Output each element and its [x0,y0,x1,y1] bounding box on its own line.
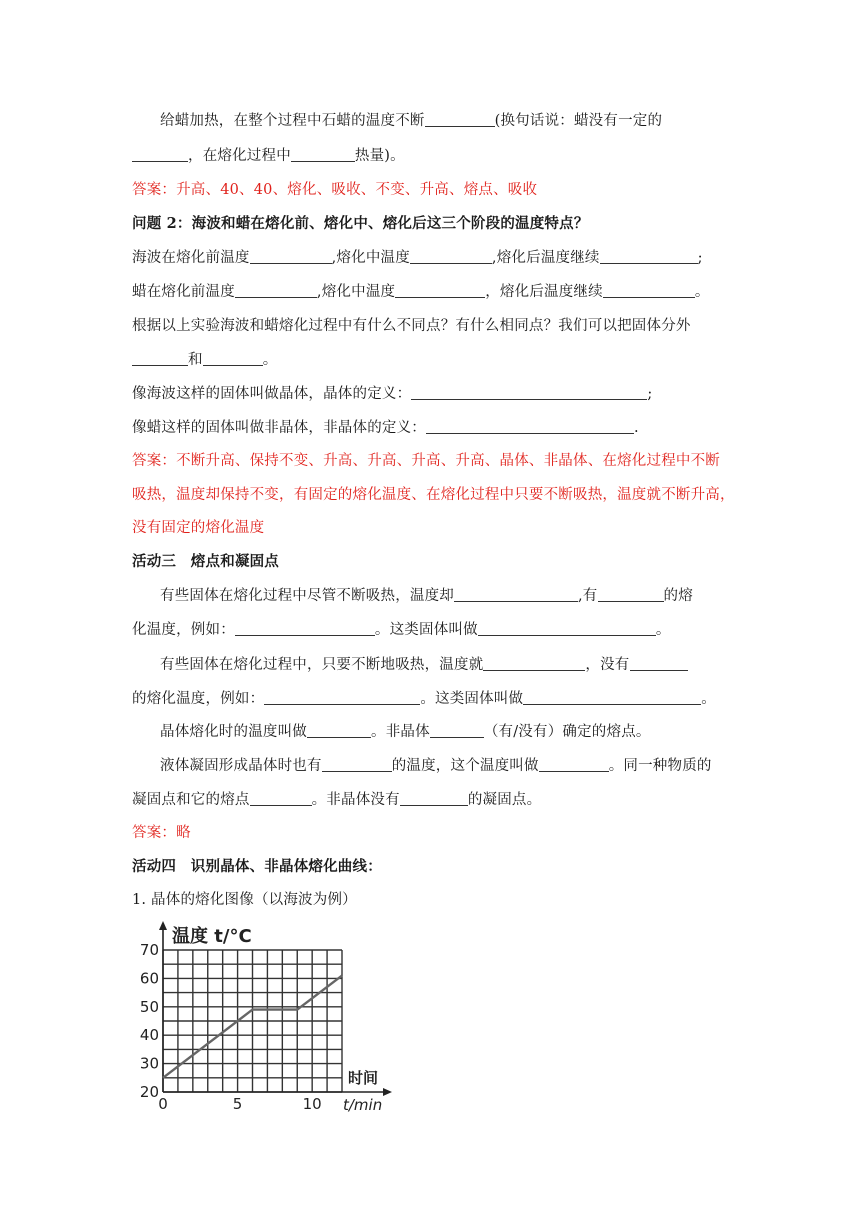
blank [523,690,701,705]
text: 晶体熔化时的温度叫做 [160,724,307,740]
blank [425,112,495,127]
text: 像海波这样的固体叫做晶体，晶体的定义： [132,386,412,402]
text: 液体凝固形成晶体时也有 [160,758,322,774]
y-tick-label: 60 [139,969,159,988]
blank [478,621,656,636]
y-tick-label: 40 [139,1026,159,1045]
line-hypo [132,248,732,268]
x-axis-label-bottom: t/min [343,1096,383,1113]
text: 。这类固体叫做 [374,622,478,638]
x-tick-label: 10 [302,1095,322,1113]
para-crystal-2 [132,620,732,640]
text: ; [697,250,703,266]
answer-2-line-1: 答案：不断升高、保持不变、升高、升高、升高、升高、晶体、非晶体、在熔化过程中不断 [132,453,720,469]
para-crystal-1 [160,586,760,606]
blank [250,249,332,264]
text: 蜡在熔化前温度 [132,284,235,300]
text: 凝固点和它的熔点 [132,792,250,808]
activity-4-heading: 活动四 识别晶体、非晶体熔化曲线： [132,858,382,875]
blank [600,249,698,264]
y-tick-label: 20 [139,1083,159,1101]
text: 给蜡加热，在整个过程中石蜡的温度不断 [160,113,425,129]
text: 热量)。 [354,148,405,164]
text: ; [647,386,653,402]
blank [400,791,468,806]
text: 化温度，例如： [132,622,235,638]
text: 。 [701,691,716,707]
x-axis-label-top: 时间 [348,1069,379,1087]
text: (换句话说：蜡没有一定的 [494,113,663,129]
item-1-caption: 1. 晶体的熔化图像（以海波为例） [132,892,357,908]
text: ，没有 [585,657,630,673]
blank [132,351,188,366]
text: 的温度，这个温度叫做 [391,758,539,774]
answer-3: 答案：略 [132,825,191,841]
activity-3-heading: 活动三 熔点和凝固点 [132,553,279,570]
blank [322,757,392,772]
text: 。非晶体没有 [311,792,400,808]
text: 有些固体在熔化过程中，只要不断地吸热，温度就 [160,657,484,673]
answer-1: 答案：升高、40、40、熔化、吸收、不变、升高、熔点、吸收 [132,182,538,198]
blank [395,283,485,298]
blank [598,587,664,602]
blank [132,147,188,162]
text: 。同一种物质的 [608,758,712,774]
question-2: 问题 2：海波和蜡在熔化前、熔化中、熔化后这三个阶段的温度特点？ [132,215,589,232]
text: 。 [262,352,278,368]
melting-curve-chart [130,918,412,1113]
answer-2-line-2: 吸热，温度却保持不变，有固定的熔化温度、在熔化过程中只要不断吸热，温度就不断升高， [132,487,735,503]
answer-2-line-3: 没有固定的熔化温度 [132,520,265,536]
paragraph-wax-cont [132,146,732,166]
line-compare: 根据以上实验海波和蜡熔化过程中有什么不同点？有什么相同点？我们可以把固体分外 [132,318,691,334]
x-tick-label: 5 [232,1095,243,1113]
x-tick-label: 0 [158,1095,168,1113]
chart-labels [172,925,382,1113]
blank [235,621,375,636]
paragraph-wax [160,111,760,131]
blank [430,723,484,738]
blank [203,351,263,366]
text: 有些固体在熔化过程中尽管不断吸热，温度却 [160,588,454,604]
text: 海波在熔化前温度 [132,250,250,266]
text: ，熔化后温度继续 [485,284,603,300]
blank [307,723,371,738]
line-crystal-def [132,384,732,404]
para-amorphous-1 [160,655,760,675]
text: 的凝固点。 [467,792,542,808]
blank [410,249,492,264]
para-melting-point [160,722,760,742]
line-wax [132,282,732,302]
blank [235,283,317,298]
line-amorphous-def [132,418,732,438]
text: 。 [694,284,710,300]
text: 的熔 [663,588,693,604]
text: 。 [655,622,671,638]
text: 和 [188,352,203,368]
blank [411,385,647,400]
text: ,有 [578,588,598,604]
blank [291,147,355,162]
text: . [634,420,639,436]
y-tick-label: 50 [139,997,159,1016]
blank [630,656,688,671]
y-axis-label: 温度 t/°C [172,926,252,947]
blank [264,690,420,705]
text: 像蜡这样的固体叫做非晶体，非晶体的定义： [132,420,426,436]
blank [603,283,695,298]
chart-grid [163,950,342,1092]
blank [483,656,585,671]
y-axis-arrow [159,921,167,930]
text: 。非晶体 [371,724,430,740]
text: （有/没有）确定的熔点。 [483,724,651,740]
blank [454,587,578,602]
text: 。这类固体叫做 [420,691,524,707]
x-axis-arrow [383,1088,392,1096]
y-tick-label: 30 [139,1054,159,1073]
blank [426,419,634,434]
text: ,熔化中温度 [331,250,410,266]
para-freezing-2 [132,790,732,810]
line-classify [132,350,732,370]
text: ，在熔化过程中 [188,148,291,164]
para-freezing-1 [160,756,760,776]
text: ,熔化后温度继续 [491,250,600,266]
para-amorphous-2 [132,689,732,709]
text: ,熔化中温度 [316,284,396,300]
y-tick-label: 70 [139,941,159,959]
text: 的熔化温度，例如： [132,691,265,707]
blank [250,791,312,806]
blank [539,757,609,772]
